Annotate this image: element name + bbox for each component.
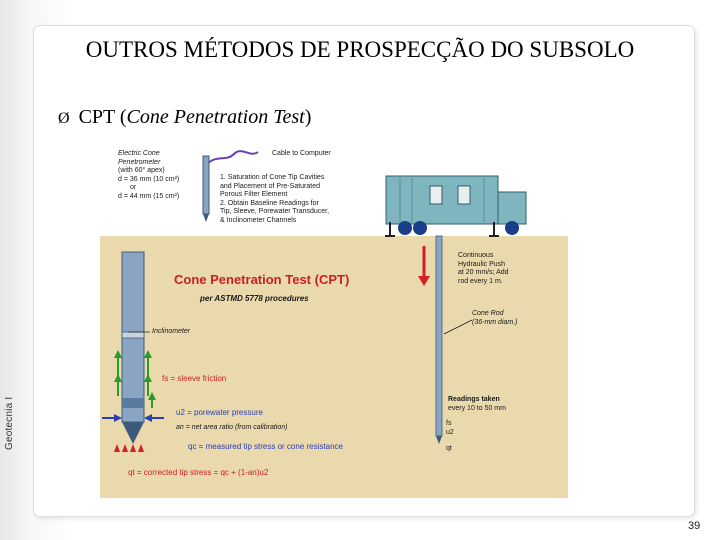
probe-tip-small	[203, 214, 209, 222]
cpt-truck	[385, 176, 526, 236]
hydraulic-push-label: Continuous Hydraulic Push at 20 mm/s; Add rod every 1 m.	[458, 252, 509, 285]
procedure-steps: 1. Saturation of Cone Tip Cavities and Placement of Pre-Saturated Porous Filter Element 2. Obtain Baseline Readings for Tip, Sleeve, Porewater Transducer, & Inclinometer Channels	[220, 174, 330, 224]
probe-above-ground	[203, 156, 209, 214]
tip-stress-label: qc = measured tip stress or cone resistance	[188, 442, 343, 451]
thin-rod-symbols: fs u2 qt	[446, 420, 454, 452]
thin-cone-rod	[436, 236, 442, 444]
cable-wire	[207, 151, 258, 164]
porewater-label: u2 = porewater pressure	[176, 408, 263, 417]
cpt-diagram	[100, 146, 570, 498]
sleeve-friction-label: fs = sleeve friction	[162, 374, 227, 383]
cone-rod-pointer	[444, 320, 472, 334]
bullet-suffix: )	[304, 106, 312, 128]
page-number: 39	[688, 520, 701, 532]
bullet-italic: Cone Penetration Test	[126, 106, 305, 128]
electric-cone-label: Electric Cone Penetrometer (with 60° apex) d = 36 mm (10 cm²) or d = 44 mm (15 cm²)	[118, 150, 180, 200]
inclinometer-label: Inclinometer	[152, 328, 191, 335]
push-arrow-head	[418, 276, 430, 286]
astm-note: per ASTMD 5778 procedures	[200, 294, 309, 303]
bullet-arrow-icon: Ø	[58, 110, 70, 127]
side-label: Geotecnia I	[4, 396, 15, 450]
chart-heading: Cone Penetration Test (CPT)	[174, 272, 350, 287]
cable-label: Cable to Computer	[272, 150, 331, 157]
bullet-prefix: CPT (	[78, 106, 127, 128]
net-area-ratio-label: an = net area ratio (from calibration)	[176, 424, 288, 431]
bullet-cpt	[58, 106, 311, 132]
tip-stress-arrows	[114, 444, 144, 452]
cone-rod-label: Cone Rod (36-mm diam.)	[472, 310, 518, 326]
slide-title: OUTROS MÉTODOS DE PROSPECÇÃO DO SUBSOLO	[85, 37, 635, 62]
readings-label: Readings taken every 10 to 50 mm	[448, 396, 506, 412]
corrected-tip-stress-label: qt = corrected tip stress = qc + (1-an)u2	[128, 468, 269, 477]
large-cone-rod	[122, 252, 144, 444]
